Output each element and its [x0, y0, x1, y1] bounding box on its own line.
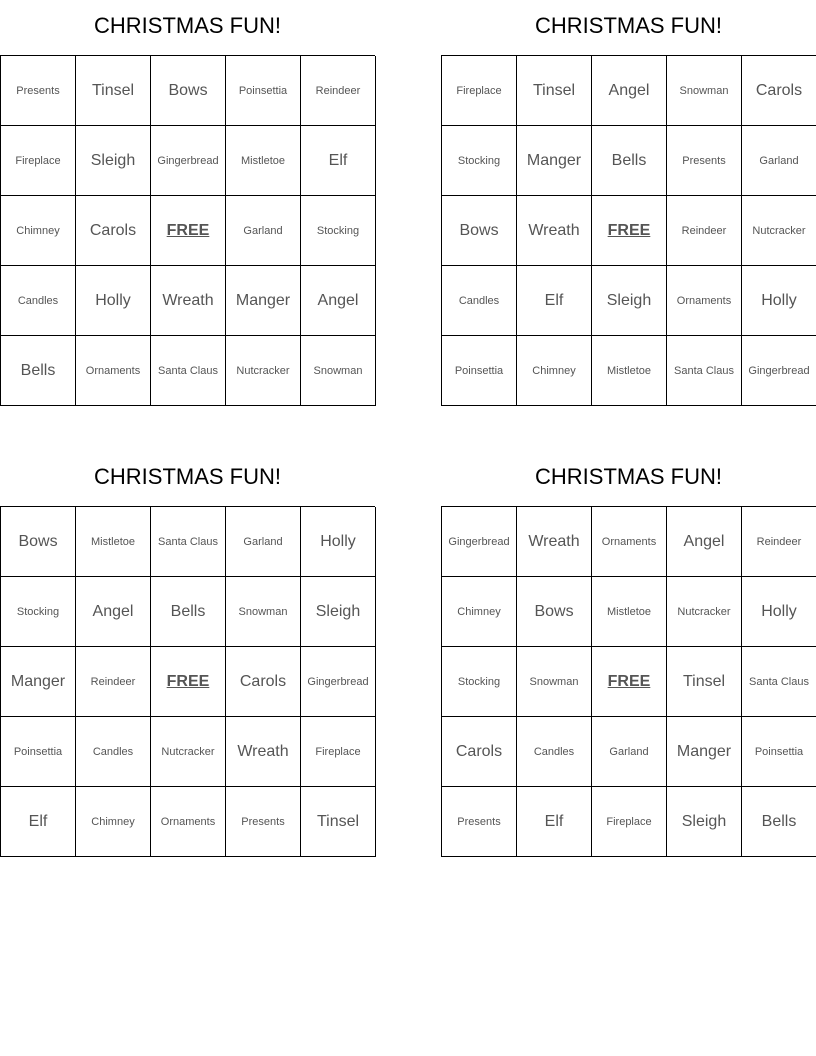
bingo-cell: Elf: [517, 787, 592, 857]
bingo-cell: Snowman: [226, 577, 301, 647]
bingo-cell: Sleigh: [76, 126, 151, 196]
bingo-cell: Elf: [1, 787, 76, 857]
bingo-cell: Gingerbread: [742, 336, 816, 406]
bingo-cell: Wreath: [517, 196, 592, 266]
bingo-cell: Candles: [442, 266, 517, 336]
bingo-cell: Ornaments: [667, 266, 742, 336]
bingo-cell: Presents: [226, 787, 301, 857]
bingo-cell: Sleigh: [592, 266, 667, 336]
bingo-cell: Angel: [592, 56, 667, 126]
bingo-cell: Manger: [1, 647, 76, 717]
bingo-cell: Bows: [1, 507, 76, 577]
bingo-cell: Mistletoe: [592, 577, 667, 647]
bingo-cell: Gingerbread: [301, 647, 376, 717]
bingo-cell: Bows: [442, 196, 517, 266]
bingo-cell: Chimney: [76, 787, 151, 857]
bingo-cell: Nutcracker: [226, 336, 301, 406]
bingo-cell: Carols: [226, 647, 301, 717]
bingo-cell: Nutcracker: [667, 577, 742, 647]
bingo-cell: Bows: [517, 577, 592, 647]
bingo-cell: Bells: [151, 577, 226, 647]
bingo-cell: Reindeer: [301, 56, 376, 126]
bingo-cell: Tinsel: [301, 787, 376, 857]
bingo-cell: Fireplace: [592, 787, 667, 857]
bingo-cell: Santa Claus: [151, 507, 226, 577]
bingo-grid: [441, 506, 816, 857]
bingo-cell: Garland: [742, 126, 816, 196]
card-title: CHRISTMAS FUN!: [94, 13, 281, 38]
bingo-card-2: [441, 0, 816, 406]
bingo-cell: Poinsettia: [742, 717, 816, 787]
bingo-cell: Angel: [667, 507, 742, 577]
card-title: CHRISTMAS FUN!: [94, 464, 281, 489]
bingo-cell: Reindeer: [667, 196, 742, 266]
bingo-cell: Presents: [667, 126, 742, 196]
bingo-cell: Elf: [517, 266, 592, 336]
bingo-cell: Chimney: [517, 336, 592, 406]
bingo-card-1: [0, 0, 375, 406]
bingo-cell: Nutcracker: [742, 196, 816, 266]
bingo-cell: Sleigh: [667, 787, 742, 857]
bingo-cell: Elf: [301, 126, 376, 196]
bingo-cell: Santa Claus: [667, 336, 742, 406]
bingo-cell: Holly: [76, 266, 151, 336]
bingo-cell: Manger: [667, 717, 742, 787]
bingo-cell: Mistletoe: [226, 126, 301, 196]
bingo-cell: Reindeer: [742, 507, 816, 577]
card-title: CHRISTMAS FUN!: [535, 13, 722, 38]
bingo-grid: [0, 55, 375, 406]
bingo-cell: Poinsettia: [226, 56, 301, 126]
bingo-cell: Stocking: [1, 577, 76, 647]
bingo-cell: Presents: [442, 787, 517, 857]
bingo-cell: Gingerbread: [151, 126, 226, 196]
bingo-cell: Fireplace: [442, 56, 517, 126]
bingo-cell: Candles: [76, 717, 151, 787]
bingo-cell: Stocking: [442, 126, 517, 196]
bingo-cell: Sleigh: [301, 577, 376, 647]
bingo-cell: Stocking: [301, 196, 376, 266]
bingo-cell: Reindeer: [76, 647, 151, 717]
bingo-cell: Wreath: [151, 266, 226, 336]
bingo-card-3: [0, 451, 375, 857]
bingo-cell: Bells: [592, 126, 667, 196]
bingo-cell: Ornaments: [151, 787, 226, 857]
bingo-cell: Presents: [1, 56, 76, 126]
bingo-cell: Nutcracker: [151, 717, 226, 787]
bingo-cell: Fireplace: [1, 126, 76, 196]
bingo-cell: Candles: [517, 717, 592, 787]
bingo-cell: Santa Claus: [742, 647, 816, 717]
bingo-cell: Poinsettia: [442, 336, 517, 406]
bingo-cell: Carols: [76, 196, 151, 266]
bingo-cell: Gingerbread: [442, 507, 517, 577]
card-title: CHRISTMAS FUN!: [535, 464, 722, 489]
free-space-cell: FREE: [592, 196, 667, 266]
free-space-cell: FREE: [151, 196, 226, 266]
bingo-cell: Tinsel: [76, 56, 151, 126]
free-space-cell: FREE: [592, 647, 667, 717]
bingo-cell: Santa Claus: [151, 336, 226, 406]
bingo-cell: Garland: [226, 507, 301, 577]
bingo-cell: Carols: [442, 717, 517, 787]
bingo-cell: Stocking: [442, 647, 517, 717]
bingo-grid: [0, 506, 375, 857]
bingo-cell: Garland: [226, 196, 301, 266]
bingo-cell: Ornaments: [76, 336, 151, 406]
bingo-cell: Snowman: [301, 336, 376, 406]
bingo-cell: Snowman: [517, 647, 592, 717]
bingo-cell: Carols: [742, 56, 816, 126]
bingo-cell: Snowman: [667, 56, 742, 126]
bingo-cell: Manger: [226, 266, 301, 336]
bingo-cell: Bells: [742, 787, 816, 857]
bingo-cell: Wreath: [226, 717, 301, 787]
bingo-cell: Candles: [1, 266, 76, 336]
bingo-cell: Holly: [742, 577, 816, 647]
bingo-cell: Bows: [151, 56, 226, 126]
bingo-cell: Garland: [592, 717, 667, 787]
bingo-cell: Angel: [76, 577, 151, 647]
bingo-cell: Holly: [742, 266, 816, 336]
bingo-cell: Chimney: [1, 196, 76, 266]
bingo-cell: Tinsel: [667, 647, 742, 717]
bingo-cell: Wreath: [517, 507, 592, 577]
bingo-cell: Fireplace: [301, 717, 376, 787]
bingo-grid: [441, 55, 816, 406]
bingo-cell: Angel: [301, 266, 376, 336]
bingo-card-4: [441, 451, 816, 857]
bingo-cell: Chimney: [442, 577, 517, 647]
bingo-cell: Tinsel: [517, 56, 592, 126]
bingo-cell: Manger: [517, 126, 592, 196]
bingo-cell: Poinsettia: [1, 717, 76, 787]
bingo-cell: Mistletoe: [592, 336, 667, 406]
bingo-cell: Ornaments: [592, 507, 667, 577]
free-space-cell: FREE: [151, 647, 226, 717]
bingo-cell: Mistletoe: [76, 507, 151, 577]
bingo-cell: Holly: [301, 507, 376, 577]
bingo-cell: Bells: [1, 336, 76, 406]
